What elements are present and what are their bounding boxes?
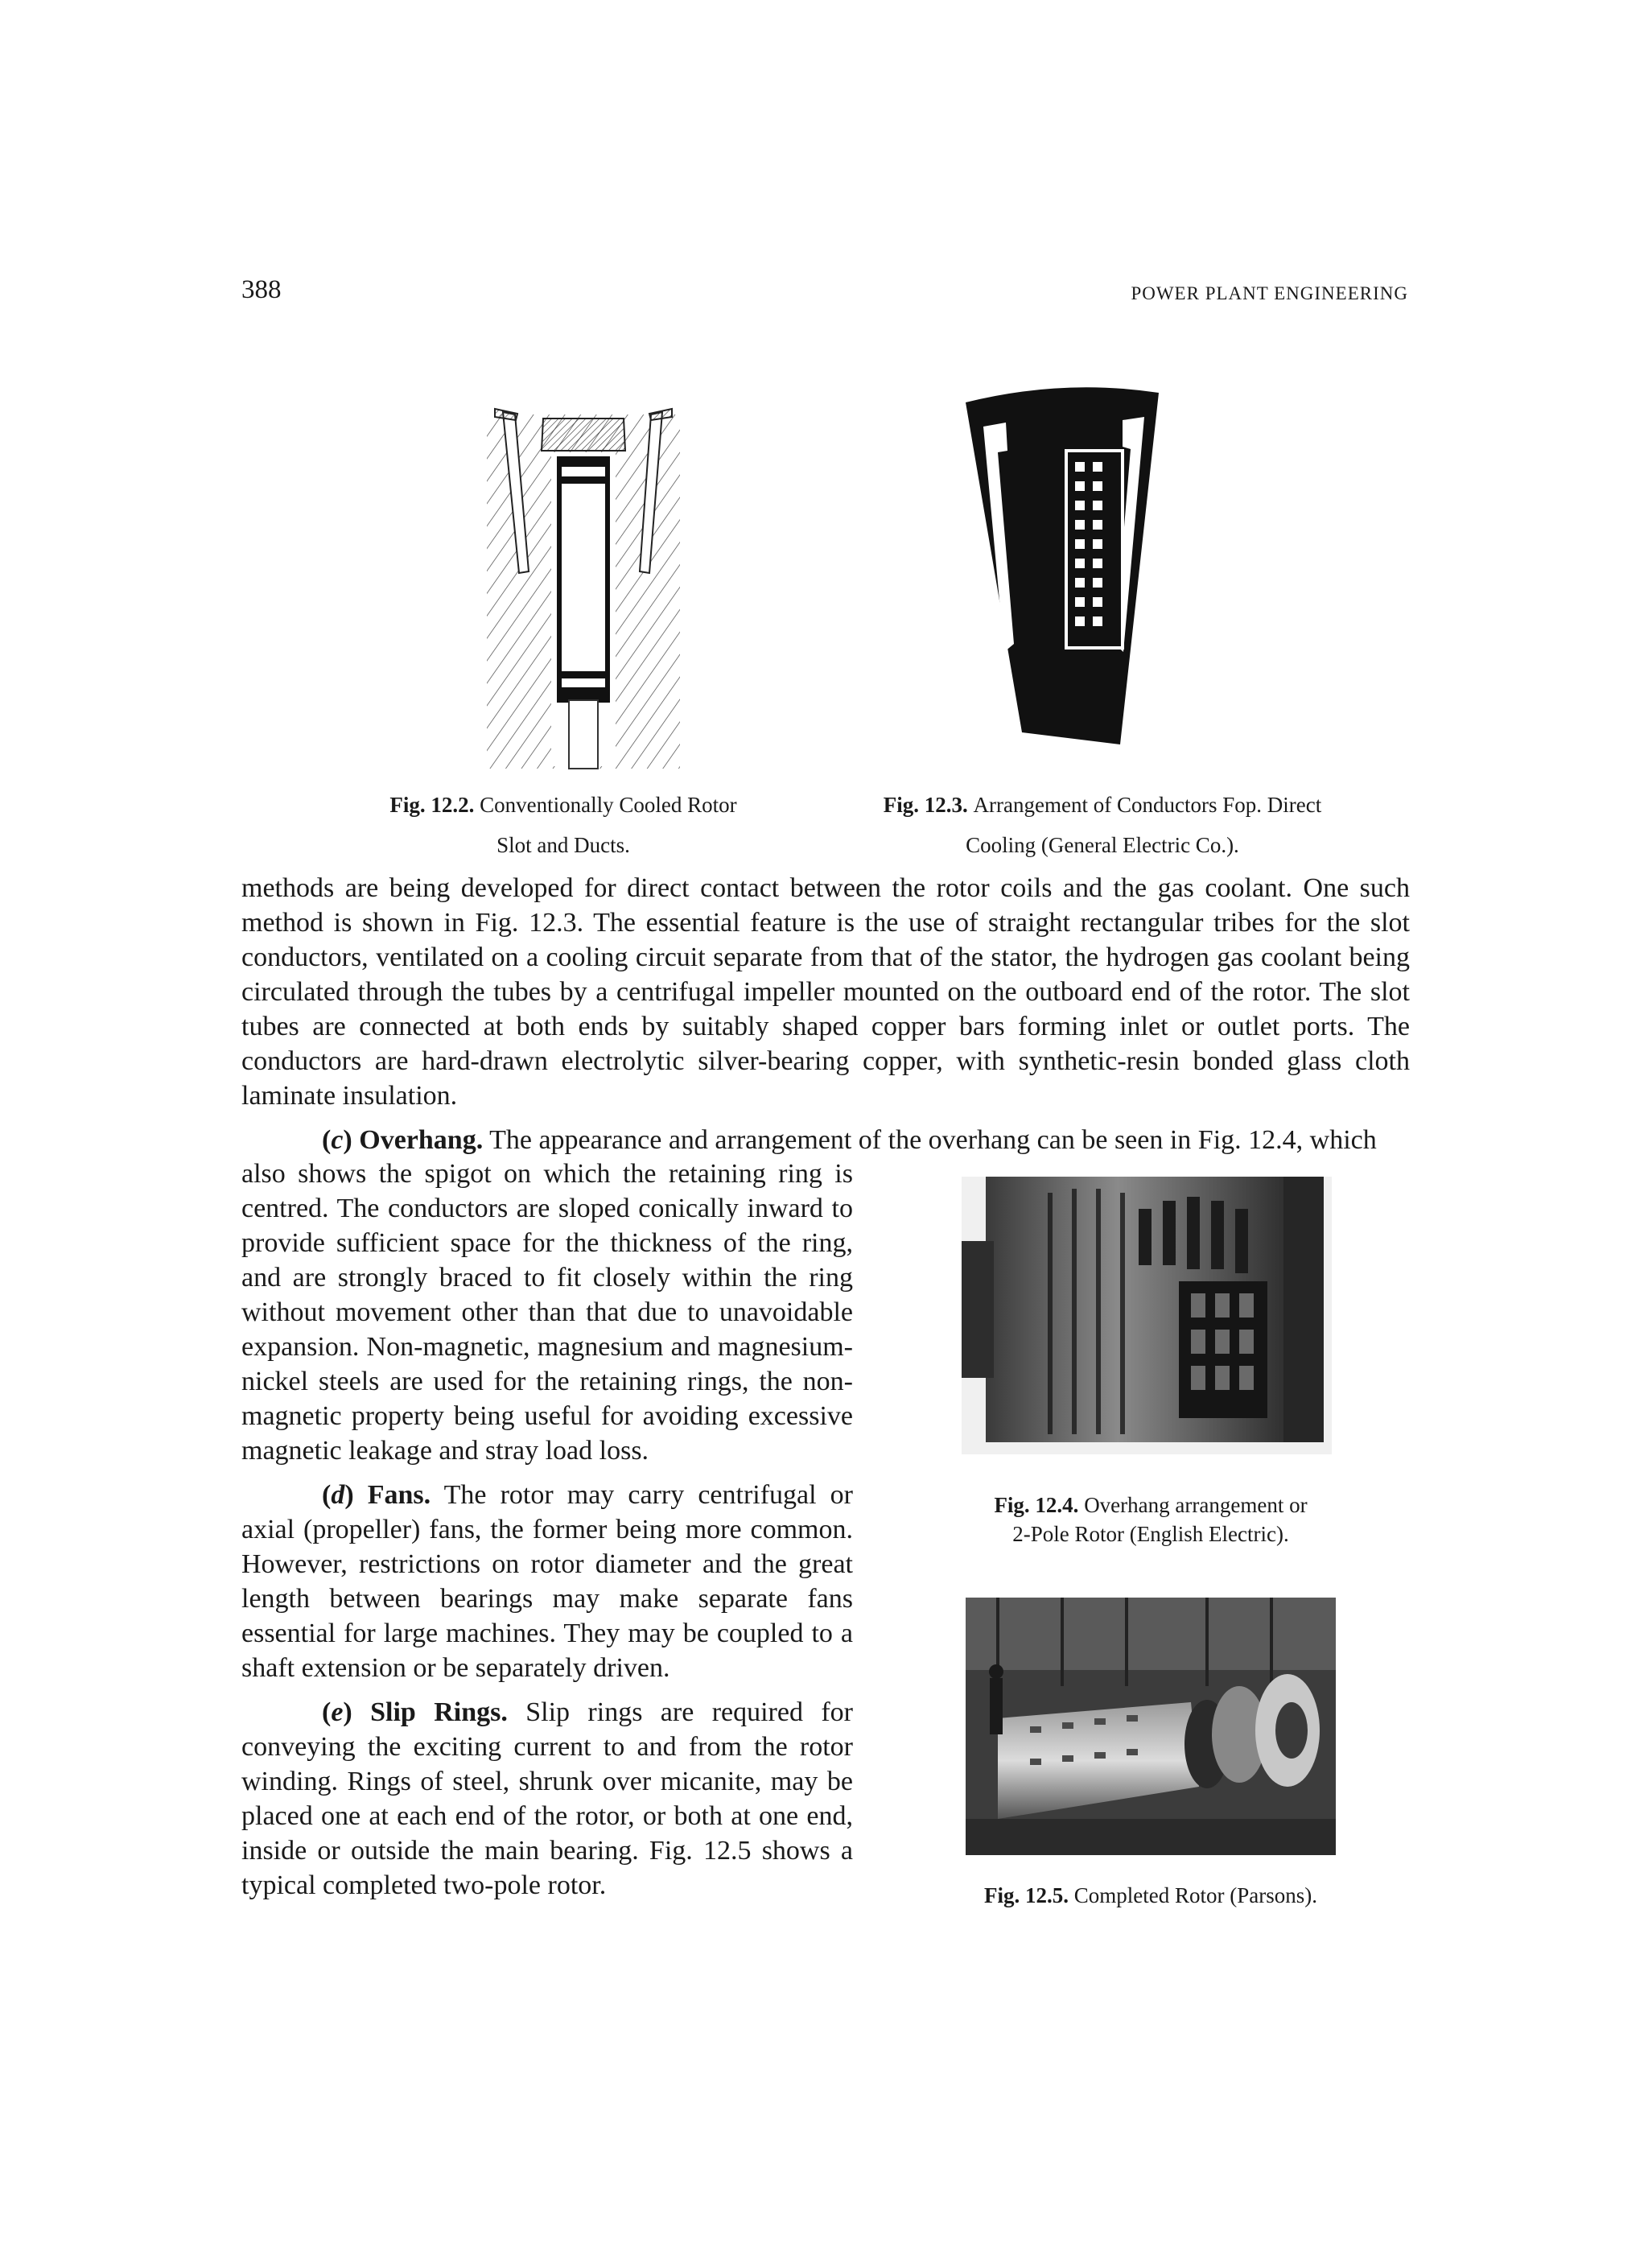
page-number: 388 xyxy=(241,275,282,304)
paragraph-direct-cooling: methods are being developed for direct contact between the rotor coils and the gas coolant. One such method is shown in Fig. 12.3. The essential feature is the use of straight rectangular tribes for the slot conductors, ventilated on a cooling circuit separate from that of the stator, the hydrogen gas coolant being circulated through the tubes by a centrifugal impeller mounted on the outboard end of the rotor. The slot tubes are connected at both ends by suitably shaped copper bars forming inlet or outlet ports. The conductors are hard-drawn electrolytic silver-bearing copper, with synthetic-resin bonded glass cloth laminate insulation. xyxy=(241,873,1410,1111)
figure-12-4-overhang-photo xyxy=(962,1177,1332,1454)
slip-rings-heading: (e) Slip Rings. xyxy=(322,1697,508,1727)
fans-heading-text: ) Fans. xyxy=(344,1480,431,1510)
paragraph-slip-rings xyxy=(241,1695,853,1903)
figure-12-5-completed-rotor-photo xyxy=(966,1598,1336,1855)
figure-12-4-label: Fig. 12.4. xyxy=(994,1493,1079,1517)
figure-12-3-caption-line1: Arrangement of Conductors Fop. Direct xyxy=(973,793,1322,817)
figure-12-3-caption xyxy=(837,785,1368,865)
slip-rings-heading-letter: e xyxy=(331,1697,344,1727)
running-title: POWER PLANT ENGINEERING xyxy=(1131,283,1408,303)
body-column-left xyxy=(241,1157,853,1903)
paragraph-fans xyxy=(241,1478,853,1685)
figure-12-2-caption xyxy=(346,785,781,865)
figure-12-2-caption-line1: Conventionally Cooled Rotor xyxy=(480,793,737,817)
slip-rings-text: Slip rings are required for conveying the exciting current to and from the rotor winding. Rings of steel, shrunk over micanite, may be placed one at each end of the rotor, or both at one end, inside or outside the main bearing. Fig. 12.5 shows a typical completed two-pole rotor. xyxy=(241,1697,853,1900)
figure-12-4-caption xyxy=(941,1491,1360,1548)
fans-heading: (d) Fans. xyxy=(322,1480,431,1510)
figure-12-3-label: Fig. 12.3. xyxy=(883,793,968,817)
figure-12-4-caption-line1: Overhang arrangement or xyxy=(1084,1493,1308,1517)
figure-12-5-caption-line1: Completed Rotor (Parsons). xyxy=(1073,1883,1317,1907)
fans-heading-letter: d xyxy=(331,1480,345,1510)
overhang-heading-text: ) Overhang. xyxy=(343,1125,484,1155)
overhang-heading: (c) Overhang. xyxy=(322,1125,484,1155)
figure-12-3-caption-line2: Cooling (General Electric Co.). xyxy=(966,833,1239,857)
figure-12-2-label: Fig. 12.2. xyxy=(389,793,475,817)
body-column-full xyxy=(241,871,1410,1157)
overhang-heading-letter: c xyxy=(331,1125,344,1155)
figure-12-5-caption xyxy=(941,1875,1360,1915)
overhang-lead-line xyxy=(241,1123,1410,1157)
paragraph-overhang: also shows the spigot on which the retaining ring is centred. The conductors are sloped conically inward to provide sufficient space for the thickness of the ring, and are strongly braced to fit closely within the ring without movement other than that due to unavoidable expansion. Non-magnetic, magnesium and magnesium-nickel steels are used for the retaining rings, the non-magnetic property being useful for avoiding excessive magnetic leakage and stray load loss. xyxy=(241,1159,853,1466)
figure-12-2-caption-line2: Slot and Ducts. xyxy=(496,833,630,857)
figure-12-4-caption-line2: 2-Pole Rotor (English Electric). xyxy=(1012,1522,1289,1546)
figure-12-3-conductor-arrangement-drawing xyxy=(966,378,1175,757)
fans-text: The rotor may carry centrifugal or axial (propeller) fans, the former being more common. However, restrictions on rotor diameter and the great length between bearings may make separate fans essential for large machines. They may be coupled to a shaft extension or be separately driven. xyxy=(241,1480,853,1683)
figure-12-2-rotor-slot-drawing xyxy=(479,402,688,773)
figure-12-5-label: Fig. 12.5. xyxy=(984,1883,1069,1907)
slip-rings-heading-text: ) Slip Rings. xyxy=(343,1697,508,1727)
overhang-line1: The appearance and arrangement of the overhang can be seen in Fig. 12.4, which xyxy=(489,1125,1377,1155)
